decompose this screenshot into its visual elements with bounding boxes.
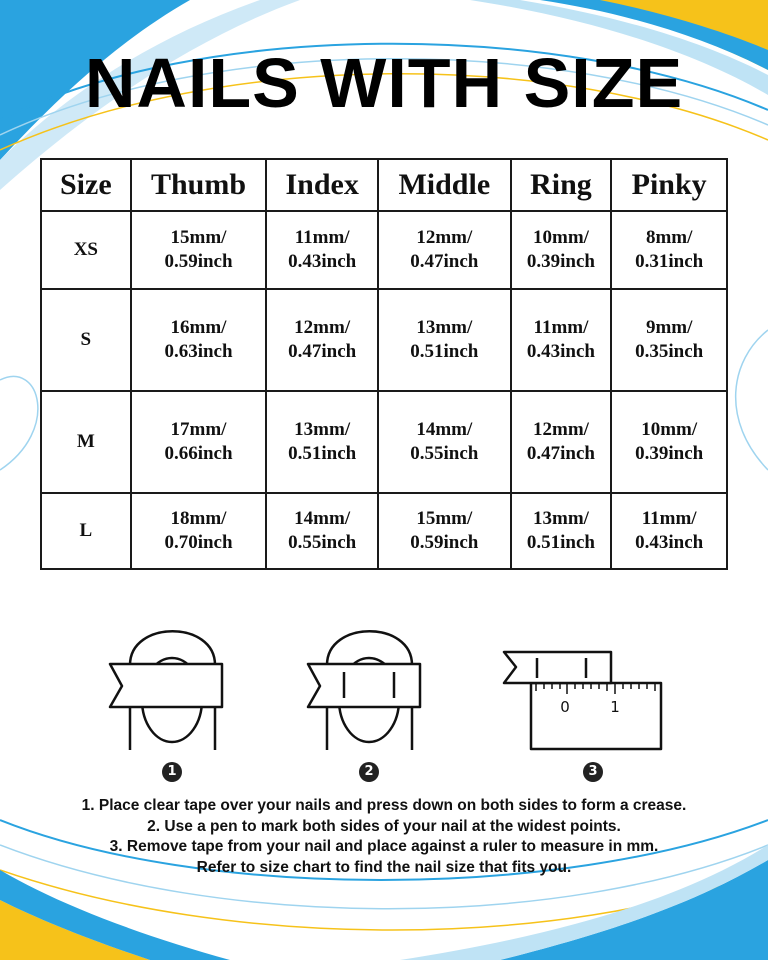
cell-inch: 0.63inch (164, 341, 233, 362)
step-2-badge: 2 (359, 762, 379, 782)
cell-mm: 18mm/ (170, 508, 227, 530)
cell-inch: 0.70inch (164, 532, 233, 553)
table-cell (378, 289, 511, 391)
table-cell (511, 289, 612, 391)
cell-inch: 0.43inch (526, 341, 596, 362)
table-cell (511, 211, 612, 289)
cell-mm: 13mm/ (533, 508, 589, 530)
cell-inch: 0.35inch (635, 341, 704, 362)
cell-mm: 10mm/ (533, 227, 589, 249)
ruler-label-1: 1 (610, 698, 620, 716)
ruler-icon (504, 652, 661, 749)
cell-inch: 0.51inch (288, 443, 357, 464)
cell-inch: 0.59inch (410, 532, 479, 553)
cell-inch: 0.43inch (288, 251, 357, 272)
table-cell (611, 211, 727, 289)
table-cell (266, 391, 378, 493)
cell-mm: 10mm/ (641, 419, 698, 441)
cell-inch: 0.43inch (635, 532, 704, 553)
header-thumb: Thumb (131, 159, 267, 211)
table-cell (131, 289, 267, 391)
header-ring: Ring (511, 159, 612, 211)
cell-mm: 11mm/ (641, 508, 697, 530)
finger-step2-icon (308, 631, 420, 750)
table-cell (266, 289, 378, 391)
cell-mm: 13mm/ (416, 317, 473, 339)
page-title: NAILS WITH SIZE (84, 44, 684, 122)
table-cell (611, 391, 727, 493)
cell-mm: 9mm/ (645, 317, 693, 339)
size-label: S (41, 289, 131, 391)
cell-mm: 14mm/ (416, 419, 473, 441)
instructions (0, 796, 768, 878)
step-3-badge: 3 (583, 762, 603, 782)
table-cell (131, 493, 267, 569)
table-cell (511, 391, 612, 493)
size-label: XS (41, 211, 131, 289)
cell-inch: 0.55inch (288, 532, 357, 553)
cell-inch: 0.59inch (164, 251, 233, 272)
cell-mm: 12mm/ (294, 317, 351, 339)
cell-mm: 12mm/ (416, 227, 473, 249)
cell-mm: 12mm/ (533, 419, 589, 441)
cell-inch: 0.51inch (526, 532, 596, 553)
cell-inch: 0.31inch (635, 251, 704, 272)
instruction-footer: Refer to size chart to find the nail size that fits you. (196, 858, 572, 876)
table-cell (266, 493, 378, 569)
cell-mm: 15mm/ (170, 227, 227, 249)
table-cell (378, 391, 511, 493)
instruction-step-1: 1. Place clear tape over your nails and press down on both sides to form a crease. (81, 797, 687, 814)
cell-inch: 0.47inch (288, 341, 357, 362)
header-size: Size (41, 159, 131, 211)
table-row (41, 493, 727, 569)
size-label: M (41, 391, 131, 493)
cell-inch: 0.47inch (410, 251, 479, 272)
table-header-row (41, 159, 727, 211)
table-cell (611, 493, 727, 569)
table-cell (378, 493, 511, 569)
cell-mm: 14mm/ (294, 508, 351, 530)
table-cell (511, 493, 612, 569)
cell-mm: 13mm/ (294, 419, 351, 441)
cell-inch: 0.51inch (410, 341, 479, 362)
table-cell (131, 211, 267, 289)
cell-inch: 0.47inch (526, 443, 596, 464)
cell-mm: 15mm/ (416, 508, 473, 530)
size-chart-table (40, 158, 728, 570)
cell-mm: 8mm/ (645, 227, 693, 249)
table-row (41, 289, 727, 391)
cell-mm: 16mm/ (170, 317, 227, 339)
finger-step1-icon (110, 631, 222, 750)
cell-inch: 0.39inch (526, 251, 596, 272)
cell-inch: 0.55inch (410, 443, 479, 464)
table-cell (611, 289, 727, 391)
cell-mm: 11mm/ (294, 227, 350, 249)
table-row (41, 211, 727, 289)
instruction-step-3: 3. Remove tape from your nail and place against a ruler to measure in mm. (109, 838, 659, 855)
cell-inch: 0.39inch (635, 443, 704, 464)
cell-inch: 0.66inch (164, 443, 233, 464)
cell-mm: 11mm/ (533, 317, 589, 339)
step-1-badge: 1 (162, 762, 182, 782)
header-index: Index (266, 159, 378, 211)
measuring-illustration (0, 620, 768, 790)
table-row (41, 391, 727, 493)
table-cell (131, 391, 267, 493)
cell-mm: 17mm/ (170, 419, 227, 441)
ruler-label-0: 0 (560, 698, 570, 716)
header-middle: Middle (378, 159, 511, 211)
table-cell (266, 211, 378, 289)
instruction-step-2: 2. Use a pen to mark both sides of your nail at the widest points. (147, 817, 621, 835)
table-cell (378, 211, 511, 289)
size-label: L (41, 493, 131, 569)
header-pinky: Pinky (611, 159, 727, 211)
